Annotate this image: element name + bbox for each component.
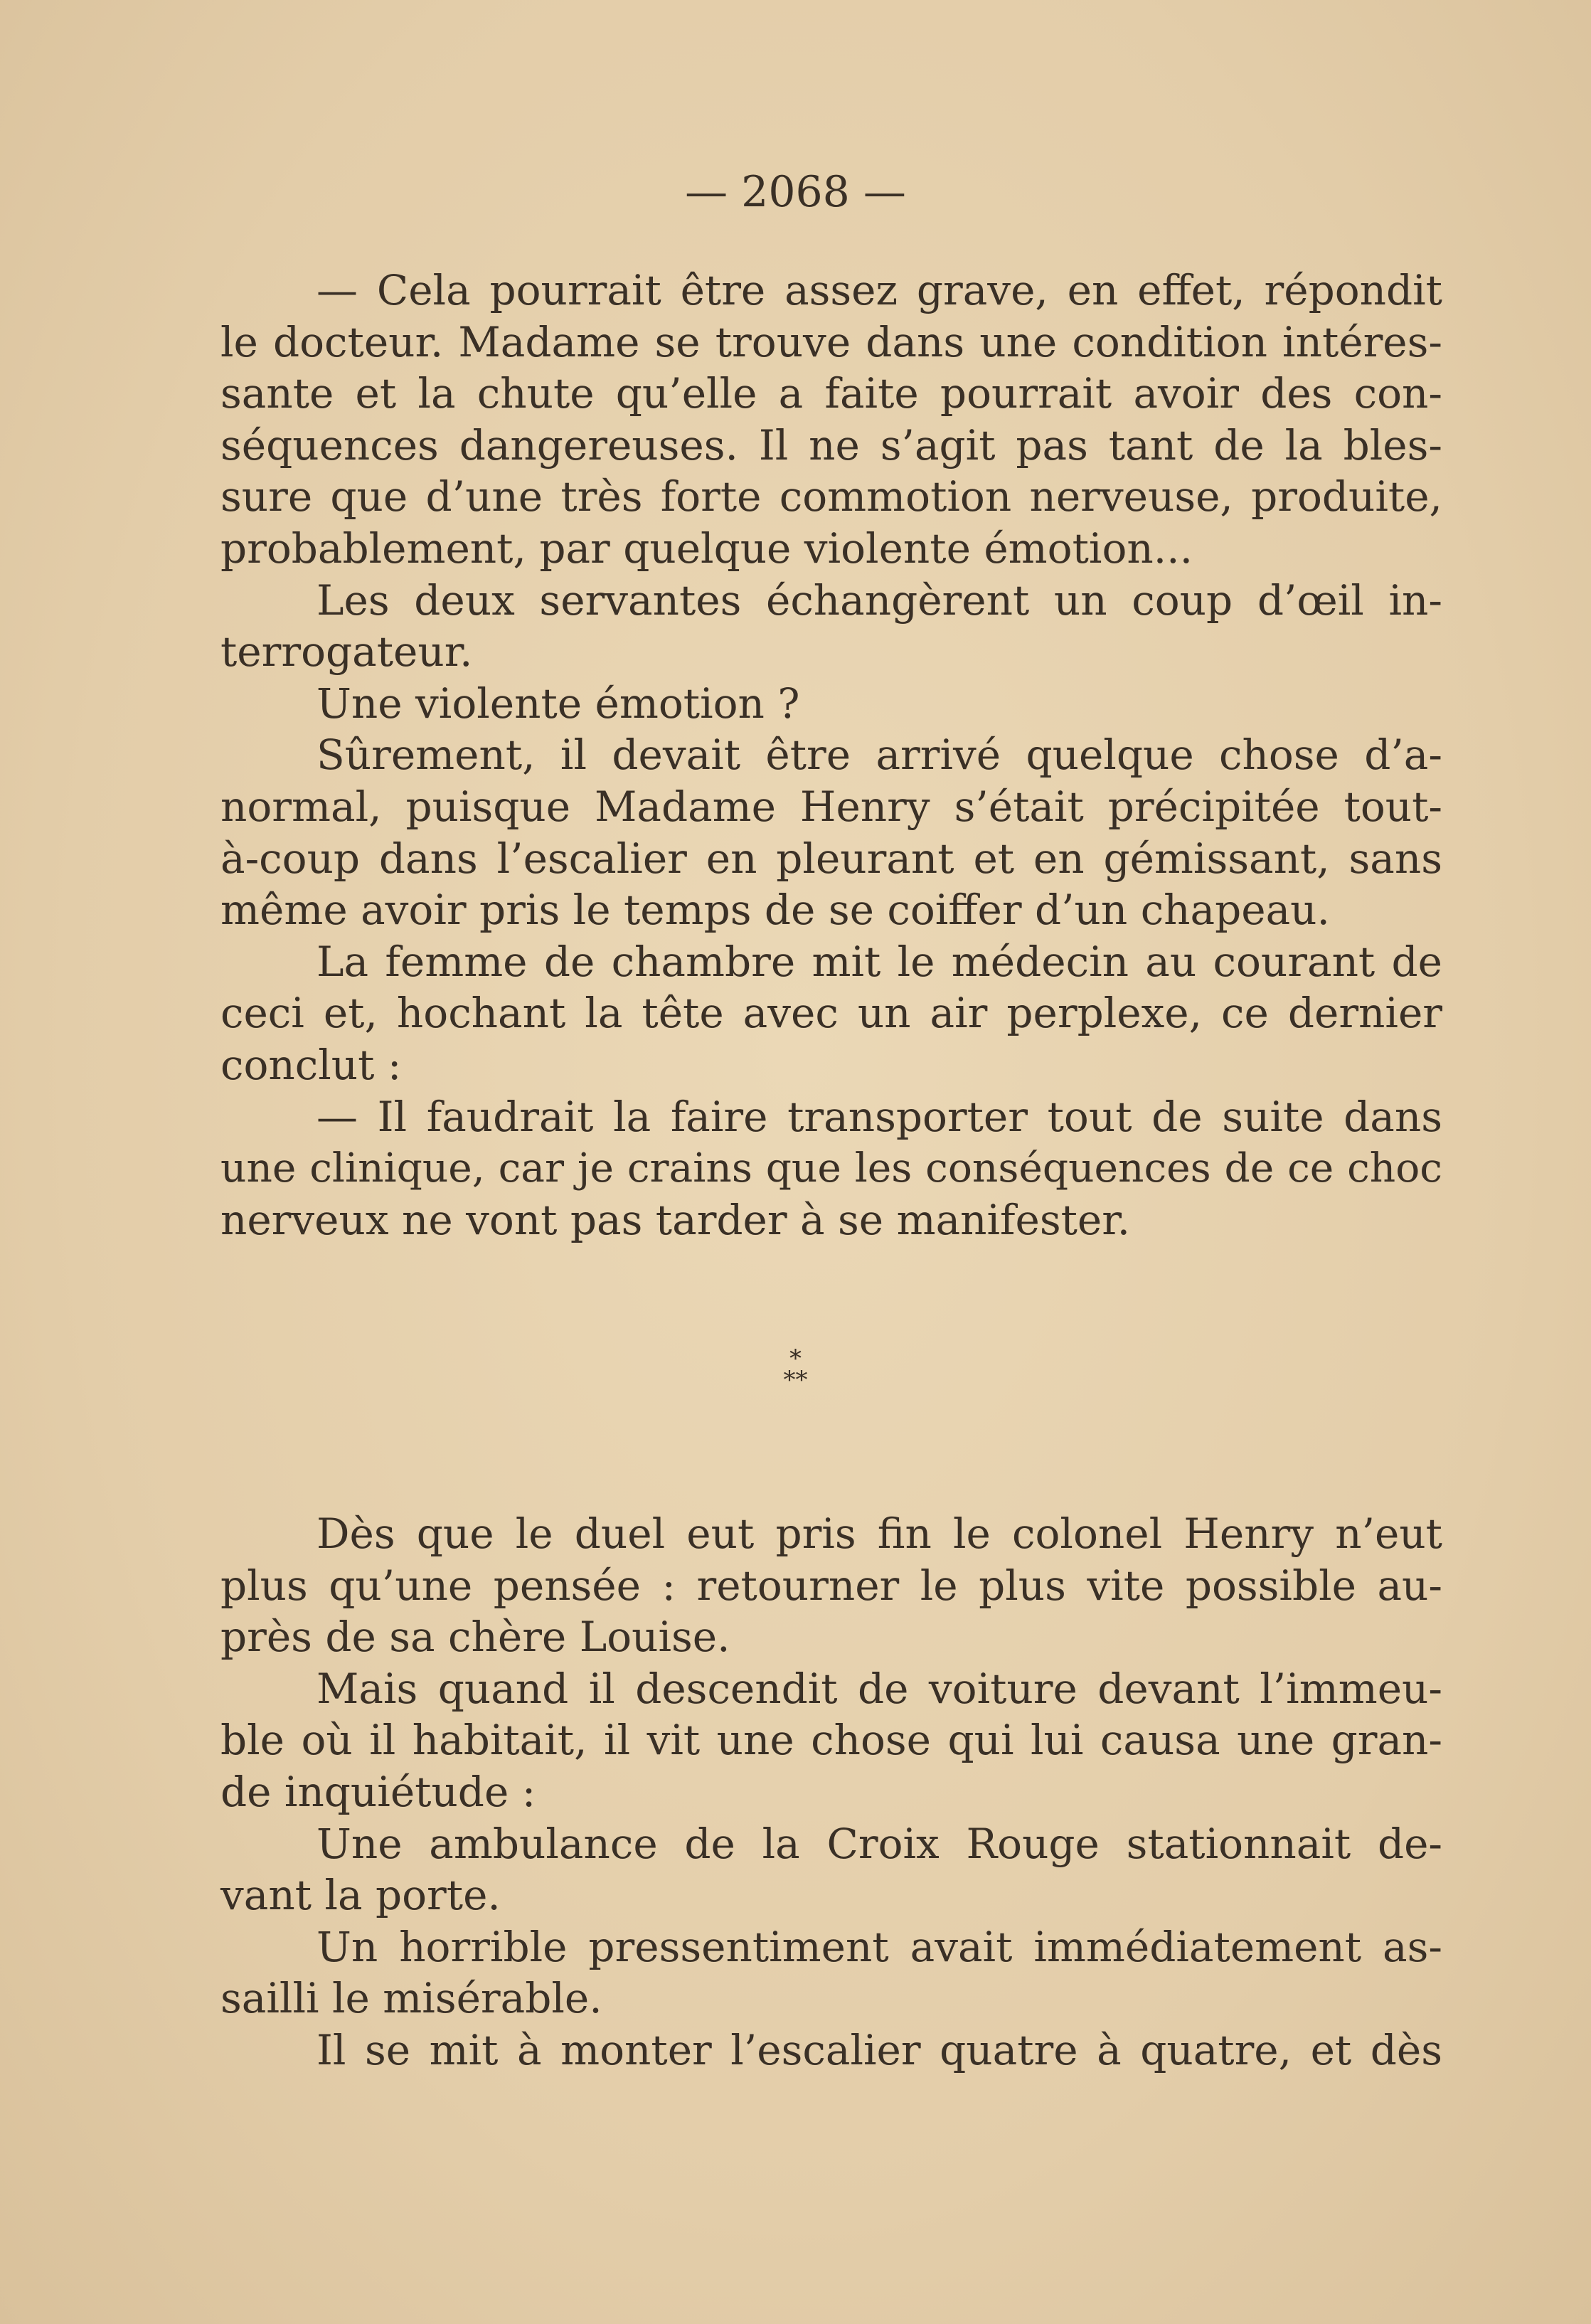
text-line: terrogateur. — [220, 627, 473, 676]
text-line: Une violente émotion ? — [316, 679, 800, 728]
text-line: plus qu’une pensée : retourner le plus vite possible au- — [220, 1561, 1442, 1610]
text-line: à-coup dans l’escalier en pleurant et en gémissant, sans — [220, 834, 1442, 883]
text-line: sailli le misérable. — [220, 1974, 602, 2023]
text-line: sure que d’une très forte commotion nerveuse, produite, — [220, 472, 1442, 521]
text-line: normal, puisque Madame Henry s’était précipitée tout- — [220, 782, 1442, 831]
text-line: une clinique, car je crains que les conséquences de ce choc — [220, 1145, 1442, 1192]
text-line: ble où il habitait, il vit une chose qui lui causa une gran- — [220, 1716, 1442, 1765]
section-separator — [0, 1344, 1591, 1394]
text-line: La femme de chambre mit le médecin au courant de — [316, 937, 1442, 986]
text-line: séquences dangereuses. Il ne s’agit pas tant de la bles- — [220, 420, 1442, 469]
separator-asterisk-top: * — [789, 1344, 802, 1373]
text-line: Mais quand il descendit de voiture devant l’immeu- — [316, 1664, 1442, 1713]
text-line: près de sa chère Louise. — [220, 1613, 730, 1662]
text-line: Sûrement, il devait être arrivé quelque chose d’a- — [316, 731, 1442, 780]
text-line: Il se mit à monter l’escalier quatre à quatre, et dès — [316, 2025, 1442, 2074]
text-block-section-1 — [220, 265, 1442, 1246]
text-line: ceci et, hochant la tête avec un air perplexe, ce dernier — [220, 989, 1442, 1038]
text-line: — Cela pourrait être assez grave, en effet, répondit — [316, 266, 1442, 314]
page-number: — 2068 — — [685, 167, 906, 217]
text-line: Un horrible pressentiment avait immédiatement as- — [316, 1922, 1442, 1971]
text-line: sante et la chute qu’elle a faite pourrait avoir des con- — [220, 369, 1442, 418]
text-line: le docteur. Madame se trouve dans une condition intéres- — [220, 317, 1442, 366]
text-block-section-2 — [220, 1508, 1442, 2076]
text-line: nerveux ne vont pas tarder à se manifester. — [220, 1195, 1131, 1244]
text-line: même avoir pris le temps de se coiffer d’un chapeau. — [220, 886, 1330, 935]
text-line: vant la porte. — [220, 1871, 501, 1920]
separator-asterisks-bottom: ** — [783, 1366, 808, 1394]
text-line: Les deux servantes échangèrent un coup d’œil in- — [316, 575, 1442, 625]
text-line: — Il faudrait la faire transporter tout de suite dans — [316, 1092, 1442, 1141]
text-line: Une ambulance de la Croix Rouge stationnait de- — [316, 1819, 1442, 1868]
text-line: probablement, par quelque violente émotion... — [220, 524, 1193, 573]
text-line: Dès que le duel eut pris fin le colonel Henry n’eut — [316, 1509, 1442, 1558]
text-line: de inquiétude : — [220, 1767, 536, 1816]
text-line: conclut : — [220, 1040, 402, 1089]
